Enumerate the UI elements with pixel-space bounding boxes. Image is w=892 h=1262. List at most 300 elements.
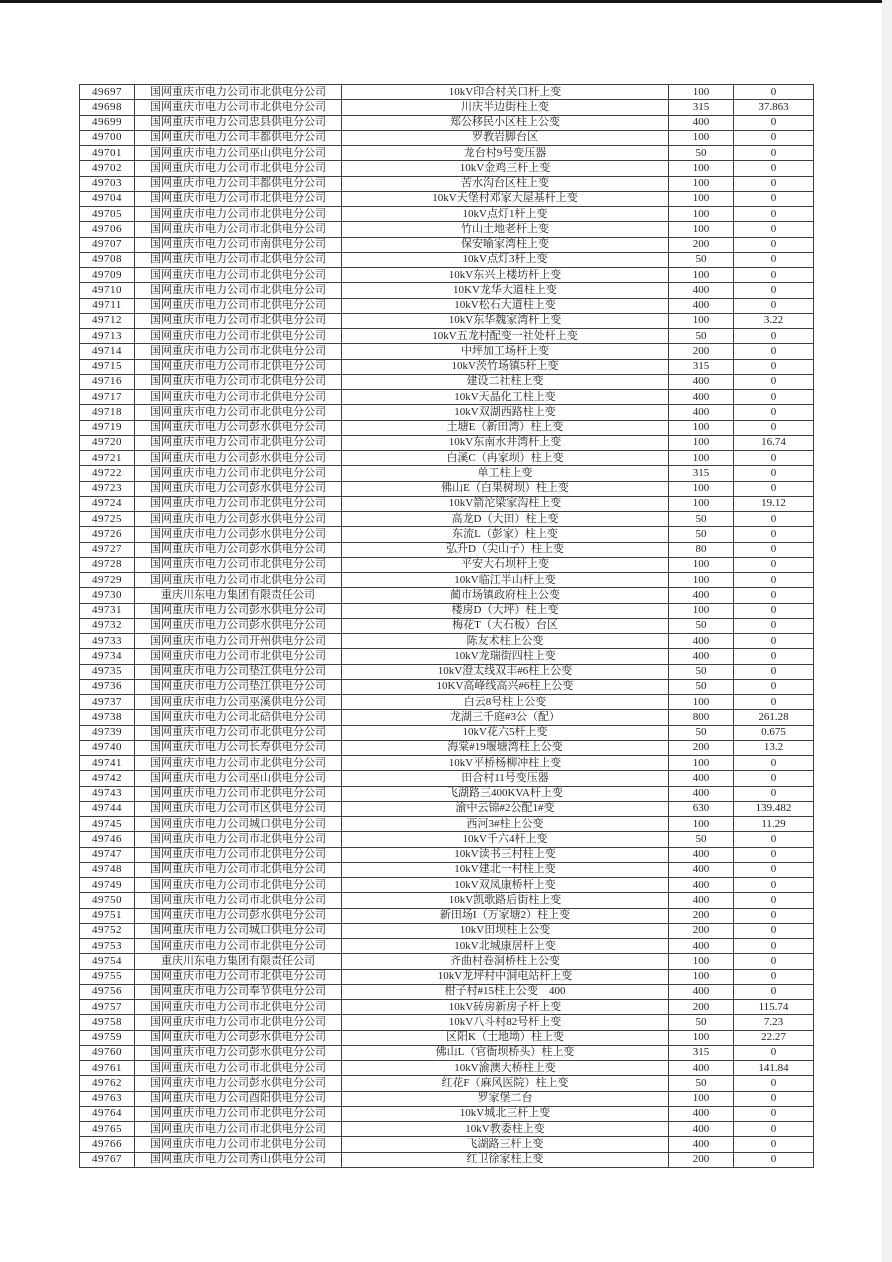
cell-value: 0 <box>734 695 814 710</box>
cell-capacity: 200 <box>669 923 734 938</box>
cell-id: 49711 <box>80 298 135 313</box>
cell-company: 国网重庆市电力公司市北供电分公司 <box>135 1061 342 1076</box>
cell-capacity: 100 <box>669 176 734 191</box>
cell-id: 49710 <box>80 283 135 298</box>
cell-station: 10kV田坝柱上公变 <box>342 923 669 938</box>
cell-station: 10KV龙华大道柱上变 <box>342 283 669 298</box>
cell-capacity: 200 <box>669 1152 734 1168</box>
table-row <box>80 313 814 328</box>
cell-company: 国网重庆市电力公司彭水供电分公司 <box>135 481 342 496</box>
cell-value: 0 <box>734 832 814 847</box>
cell-id: 49739 <box>80 725 135 740</box>
cell-value: 0 <box>734 344 814 359</box>
cell-value: 0 <box>734 512 814 527</box>
cell-value: 0 <box>734 283 814 298</box>
cell-id: 49736 <box>80 679 135 694</box>
cell-company: 国网重庆市电力公司市北供电分公司 <box>135 1122 342 1137</box>
table-row <box>80 969 814 984</box>
cell-company: 国网重庆市电力公司市北供电分公司 <box>135 832 342 847</box>
cell-value: 22.27 <box>734 1030 814 1045</box>
cell-value: 0 <box>734 161 814 176</box>
table-row <box>80 1106 814 1121</box>
cell-company: 国网重庆市电力公司市北供电分公司 <box>135 374 342 389</box>
cell-value: 139.482 <box>734 801 814 816</box>
cell-capacity: 400 <box>669 878 734 893</box>
cell-station: 飞湖路三400KVA杆上变 <box>342 786 669 801</box>
cell-company: 国网重庆市电力公司丰都供电分公司 <box>135 176 342 191</box>
cell-id: 49715 <box>80 359 135 374</box>
cell-id: 49755 <box>80 969 135 984</box>
cell-id: 49703 <box>80 176 135 191</box>
cell-id: 49716 <box>80 374 135 389</box>
cell-value: 0 <box>734 603 814 618</box>
cell-station: 10kV东南水井湾杆上变 <box>342 435 669 450</box>
table-row <box>80 939 814 954</box>
cell-capacity: 100 <box>669 695 734 710</box>
cell-capacity: 315 <box>669 466 734 481</box>
cell-station: 10kV千六4杆上变 <box>342 832 669 847</box>
table-row <box>80 283 814 298</box>
cell-id: 49754 <box>80 954 135 969</box>
cell-value: 0 <box>734 1122 814 1137</box>
cell-company: 国网重庆市电力公司市区供电分公司 <box>135 801 342 816</box>
cell-capacity: 50 <box>669 832 734 847</box>
table-row <box>80 1076 814 1091</box>
cell-value: 0 <box>734 649 814 664</box>
cell-id: 49724 <box>80 496 135 511</box>
cell-id: 49732 <box>80 618 135 633</box>
cell-capacity: 400 <box>669 771 734 786</box>
table-row <box>80 481 814 496</box>
cell-value: 0 <box>734 222 814 237</box>
cell-capacity: 400 <box>669 1122 734 1137</box>
cell-station: 弘升D（尖山子）柱上变 <box>342 542 669 557</box>
table-row <box>80 542 814 557</box>
table-row <box>80 405 814 420</box>
cell-value: 0 <box>734 1076 814 1091</box>
cell-company: 国网重庆市电力公司市北供电分公司 <box>135 252 342 267</box>
cell-company: 国网重庆市电力公司市北供电分公司 <box>135 100 342 115</box>
cell-station: 东流L（彭家）柱上变 <box>342 527 669 542</box>
cell-station: 10kV松石大道柱上变 <box>342 298 669 313</box>
table-row <box>80 557 814 572</box>
cell-company: 国网重庆市电力公司彭水供电分公司 <box>135 603 342 618</box>
cell-capacity: 50 <box>669 725 734 740</box>
cell-value: 0 <box>734 588 814 603</box>
cell-id: 49749 <box>80 878 135 893</box>
table-row <box>80 786 814 801</box>
cell-station: 苦水沟台区柱上变 <box>342 176 669 191</box>
cell-value: 0 <box>734 756 814 771</box>
cell-capacity: 400 <box>669 893 734 908</box>
cell-id: 49762 <box>80 1076 135 1091</box>
cell-station: 区阳K（土地坳）柱上变 <box>342 1030 669 1045</box>
cell-capacity: 100 <box>669 130 734 145</box>
cell-value: 0 <box>734 130 814 145</box>
cell-id: 49698 <box>80 100 135 115</box>
cell-station: 竹山土地老杆上变 <box>342 222 669 237</box>
cell-id: 49707 <box>80 237 135 252</box>
table-row <box>80 740 814 755</box>
cell-capacity: 50 <box>669 527 734 542</box>
cell-capacity: 100 <box>669 222 734 237</box>
cell-company: 国网重庆市电力公司垫江供电分公司 <box>135 679 342 694</box>
cell-value: 0 <box>734 1106 814 1121</box>
cell-capacity: 100 <box>669 756 734 771</box>
cell-station: 新田场I（万家塘2）柱上变 <box>342 908 669 923</box>
cell-capacity: 400 <box>669 374 734 389</box>
table-row <box>80 161 814 176</box>
cell-id: 49697 <box>80 85 135 100</box>
cell-company: 国网重庆市电力公司巫溪供电分公司 <box>135 695 342 710</box>
cell-capacity: 200 <box>669 908 734 923</box>
cell-company: 国网重庆市电力公司北碚供电分公司 <box>135 710 342 725</box>
cell-company: 国网重庆市电力公司市北供电分公司 <box>135 161 342 176</box>
cell-station: 佛山E（白果树坝）柱上变 <box>342 481 669 496</box>
cell-capacity: 100 <box>669 313 734 328</box>
table-row <box>80 908 814 923</box>
cell-capacity: 100 <box>669 969 734 984</box>
cell-company: 国网重庆市电力公司垫江供电分公司 <box>135 664 342 679</box>
cell-capacity: 80 <box>669 542 734 557</box>
cell-value: 0 <box>734 862 814 877</box>
table-row <box>80 329 814 344</box>
cell-capacity: 400 <box>669 283 734 298</box>
cell-capacity: 400 <box>669 984 734 999</box>
table-row <box>80 771 814 786</box>
cell-company: 国网重庆市电力公司长寿供电分公司 <box>135 740 342 755</box>
cell-id: 49704 <box>80 191 135 206</box>
cell-station: 龙台村9号变压器 <box>342 146 669 161</box>
cell-company: 国网重庆市电力公司市北供电分公司 <box>135 756 342 771</box>
cell-value: 0 <box>734 1137 814 1152</box>
cell-value: 13.2 <box>734 740 814 755</box>
cell-capacity: 100 <box>669 161 734 176</box>
cell-capacity: 400 <box>669 1137 734 1152</box>
cell-company: 国网重庆市电力公司丰都供电分公司 <box>135 130 342 145</box>
cell-capacity: 100 <box>669 191 734 206</box>
table-row <box>80 664 814 679</box>
cell-value: 37.863 <box>734 100 814 115</box>
cell-capacity: 100 <box>669 557 734 572</box>
cell-station: 10kV读书三村柱上变 <box>342 847 669 862</box>
cell-id: 49701 <box>80 146 135 161</box>
cell-value: 0 <box>734 923 814 938</box>
cell-company: 国网重庆市电力公司彭水供电分公司 <box>135 1076 342 1091</box>
cell-id: 49735 <box>80 664 135 679</box>
cell-id: 49765 <box>80 1122 135 1137</box>
table-row <box>80 847 814 862</box>
cell-company: 国网重庆市电力公司市北供电分公司 <box>135 847 342 862</box>
cell-company: 国网重庆市电力公司市北供电分公司 <box>135 496 342 511</box>
cell-id: 49719 <box>80 420 135 435</box>
cell-value: 0 <box>734 298 814 313</box>
cell-value: 0 <box>734 664 814 679</box>
cell-id: 49717 <box>80 390 135 405</box>
cell-station: 齐曲村卷洞桥柱上公变 <box>342 954 669 969</box>
cell-value: 0 <box>734 268 814 283</box>
cell-capacity: 400 <box>669 634 734 649</box>
cell-id: 49743 <box>80 786 135 801</box>
cell-id: 49709 <box>80 268 135 283</box>
cell-station: 10kV建北一村柱上变 <box>342 862 669 877</box>
cell-station: 罗教岩脚台区 <box>342 130 669 145</box>
cell-company: 国网重庆市电力公司市北供电分公司 <box>135 969 342 984</box>
cell-capacity: 100 <box>669 435 734 450</box>
cell-value: 0 <box>734 329 814 344</box>
cell-station: 田合村11号变压器 <box>342 771 669 786</box>
cell-company: 国网重庆市电力公司酉阳供电分公司 <box>135 1091 342 1106</box>
cell-company: 国网重庆市电力公司市北供电分公司 <box>135 207 342 222</box>
table-row <box>80 1091 814 1106</box>
cell-id: 49718 <box>80 405 135 420</box>
cell-id: 49747 <box>80 847 135 862</box>
cell-capacity: 100 <box>669 420 734 435</box>
cell-company: 国网重庆市电力公司市北供电分公司 <box>135 862 342 877</box>
cell-company: 国网重庆市电力公司市北供电分公司 <box>135 466 342 481</box>
cell-id: 49756 <box>80 984 135 999</box>
table-row <box>80 984 814 999</box>
table-row <box>80 222 814 237</box>
table-row <box>80 832 814 847</box>
cell-company: 国网重庆市电力公司市北供电分公司 <box>135 222 342 237</box>
cell-capacity: 400 <box>669 588 734 603</box>
cell-capacity: 200 <box>669 1000 734 1015</box>
cell-value: 0 <box>734 146 814 161</box>
cell-capacity: 100 <box>669 496 734 511</box>
cell-value: 261.28 <box>734 710 814 725</box>
cell-company: 国网重庆市电力公司市北供电分公司 <box>135 313 342 328</box>
cell-value: 0 <box>734 679 814 694</box>
cell-id: 49734 <box>80 649 135 664</box>
cell-company: 国网重庆市电力公司彭水供电分公司 <box>135 1030 342 1045</box>
cell-value: 0 <box>734 390 814 405</box>
cell-id: 49726 <box>80 527 135 542</box>
cell-id: 49744 <box>80 801 135 816</box>
cell-station: 罗家堡二台 <box>342 1091 669 1106</box>
cell-station: 10kV东华魏家湾杆上变 <box>342 313 669 328</box>
cell-capacity: 400 <box>669 1106 734 1121</box>
cell-capacity: 50 <box>669 664 734 679</box>
cell-value: 0 <box>734 847 814 862</box>
cell-id: 49742 <box>80 771 135 786</box>
table-row <box>80 1137 814 1152</box>
table-row <box>80 817 814 832</box>
cell-company: 重庆川东电力集团有限责任公司 <box>135 588 342 603</box>
cell-company: 国网重庆市电力公司奉节供电分公司 <box>135 984 342 999</box>
cell-company: 国网重庆市电力公司市北供电分公司 <box>135 359 342 374</box>
cell-id: 49767 <box>80 1152 135 1168</box>
cell-station: 10kV金鸡三杆上变 <box>342 161 669 176</box>
cell-value: 0 <box>734 786 814 801</box>
cell-capacity: 100 <box>669 207 734 222</box>
table-row <box>80 1030 814 1045</box>
table-row <box>80 191 814 206</box>
table-row <box>80 649 814 664</box>
cell-value: 7.23 <box>734 1015 814 1030</box>
cell-value: 0 <box>734 878 814 893</box>
cell-id: 49752 <box>80 923 135 938</box>
cell-station: 10kV东兴上楼坊杆上变 <box>342 268 669 283</box>
cell-station: 10kV八斗村82号杆上变 <box>342 1015 669 1030</box>
cell-id: 49758 <box>80 1015 135 1030</box>
cell-id: 49745 <box>80 817 135 832</box>
cell-capacity: 100 <box>669 573 734 588</box>
table-row <box>80 618 814 633</box>
cell-value: 0.675 <box>734 725 814 740</box>
cell-value: 0 <box>734 85 814 100</box>
cell-capacity: 100 <box>669 268 734 283</box>
cell-station: 10kV砖房新房子杆上变 <box>342 1000 669 1015</box>
cell-capacity: 630 <box>669 801 734 816</box>
cell-company: 国网重庆市电力公司市北供电分公司 <box>135 893 342 908</box>
table-row <box>80 1061 814 1076</box>
table-row <box>80 1015 814 1030</box>
cell-capacity: 50 <box>669 1076 734 1091</box>
cell-company: 国网重庆市电力公司市北供电分公司 <box>135 283 342 298</box>
cell-station: 10kV教委柱上变 <box>342 1122 669 1137</box>
cell-id: 49760 <box>80 1045 135 1060</box>
cell-capacity: 400 <box>669 390 734 405</box>
cell-capacity: 100 <box>669 817 734 832</box>
cell-station: 保安喻家湾柱上变 <box>342 237 669 252</box>
cell-id: 49746 <box>80 832 135 847</box>
table-row <box>80 862 814 877</box>
cell-station: 10kV天堡村邓家大屋基杆上变 <box>342 191 669 206</box>
cell-company: 国网重庆市电力公司市北供电分公司 <box>135 939 342 954</box>
cell-capacity: 200 <box>669 344 734 359</box>
cell-station: 10kV城北三杆上变 <box>342 1106 669 1121</box>
cell-company: 国网重庆市电力公司市北供电分公司 <box>135 298 342 313</box>
cell-company: 国网重庆市电力公司市北供电分公司 <box>135 1106 342 1121</box>
cell-id: 49730 <box>80 588 135 603</box>
cell-station: 平安大石坝杆上变 <box>342 557 669 572</box>
cell-company: 重庆川东电力集团有限责任公司 <box>135 954 342 969</box>
cell-capacity: 50 <box>669 146 734 161</box>
cell-company: 国网重庆市电力公司开州供电分公司 <box>135 634 342 649</box>
cell-capacity: 400 <box>669 115 734 130</box>
cell-capacity: 800 <box>669 710 734 725</box>
power-station-table <box>79 84 814 1168</box>
table-row <box>80 359 814 374</box>
cell-company: 国网重庆市电力公司彭水供电分公司 <box>135 527 342 542</box>
cell-station: 单工柱上变 <box>342 466 669 481</box>
cell-company: 国网重庆市电力公司巫山供电分公司 <box>135 771 342 786</box>
cell-value: 0 <box>734 481 814 496</box>
table-row <box>80 603 814 618</box>
cell-station: 10kV双凤康桥杆上变 <box>342 878 669 893</box>
table-row <box>80 801 814 816</box>
window-top-edge <box>0 0 885 3</box>
table-row <box>80 512 814 527</box>
cell-capacity: 400 <box>669 1061 734 1076</box>
table-row <box>80 130 814 145</box>
cell-company: 国网重庆市电力公司市南供电分公司 <box>135 237 342 252</box>
cell-id: 49748 <box>80 862 135 877</box>
cell-id: 49733 <box>80 634 135 649</box>
cell-station: 红卫徐家柱上变 <box>342 1152 669 1168</box>
cell-id: 49738 <box>80 710 135 725</box>
cell-station: 海棠#19堰塘湾柱上公变 <box>342 740 669 755</box>
cell-company: 国网重庆市电力公司彭水供电分公司 <box>135 542 342 557</box>
cell-capacity: 100 <box>669 1091 734 1106</box>
cell-id: 49761 <box>80 1061 135 1076</box>
table-body <box>80 85 814 1168</box>
cell-value: 0 <box>734 405 814 420</box>
table-row <box>80 85 814 100</box>
table-row <box>80 207 814 222</box>
cell-station: 佛山L（官衙坝桥头）柱上变 <box>342 1045 669 1060</box>
table-row <box>80 1045 814 1060</box>
cell-company: 国网重庆市电力公司市北供电分公司 <box>135 329 342 344</box>
cell-station: 10kV临江半山杆上变 <box>342 573 669 588</box>
cell-station: 10kV龙坪村中洞电站杆上变 <box>342 969 669 984</box>
cell-id: 49725 <box>80 512 135 527</box>
cell-station: 梅花T（大石板）台区 <box>342 618 669 633</box>
table-row <box>80 390 814 405</box>
cell-id: 49759 <box>80 1030 135 1045</box>
table-row <box>80 1000 814 1015</box>
cell-value: 0 <box>734 1152 814 1168</box>
cell-station: 10kV平桥杨柳冲柱上变 <box>342 756 669 771</box>
cell-capacity: 50 <box>669 329 734 344</box>
cell-id: 49750 <box>80 893 135 908</box>
table-row <box>80 527 814 542</box>
cell-value: 0 <box>734 451 814 466</box>
cell-capacity: 315 <box>669 100 734 115</box>
cell-value: 141.84 <box>734 1061 814 1076</box>
cell-id: 49751 <box>80 908 135 923</box>
cell-capacity: 50 <box>669 1015 734 1030</box>
cell-value: 0 <box>734 618 814 633</box>
cell-station: 10kV澄太线双丰#6柱上公变 <box>342 664 669 679</box>
cell-company: 国网重庆市电力公司彭水供电分公司 <box>135 512 342 527</box>
cell-station: 白溪C（冉家坝）柱上变 <box>342 451 669 466</box>
cell-station: 10kV箭沱梁家沟柱上变 <box>342 496 669 511</box>
table-row <box>80 679 814 694</box>
cell-company: 国网重庆市电力公司城口供电分公司 <box>135 817 342 832</box>
cell-station: 陈友术柱上公变 <box>342 634 669 649</box>
cell-station: 10kV点灯3杆上变 <box>342 252 669 267</box>
cell-value: 0 <box>734 359 814 374</box>
cell-station: 10kV花六5杆上变 <box>342 725 669 740</box>
cell-station: 10kV北城康居杆上变 <box>342 939 669 954</box>
cell-company: 国网重庆市电力公司市北供电分公司 <box>135 268 342 283</box>
table-row <box>80 115 814 130</box>
cell-id: 49714 <box>80 344 135 359</box>
cell-station: 10kV茨竹场镇5杆上变 <box>342 359 669 374</box>
table-row <box>80 176 814 191</box>
cell-station: 红花F（麻风医院）柱上变 <box>342 1076 669 1091</box>
cell-value: 0 <box>734 1045 814 1060</box>
cell-station: 建设二社柱上变 <box>342 374 669 389</box>
table-row <box>80 695 814 710</box>
table-row <box>80 954 814 969</box>
cell-id: 49705 <box>80 207 135 222</box>
table-row <box>80 1152 814 1168</box>
cell-capacity: 400 <box>669 847 734 862</box>
cell-value: 0 <box>734 969 814 984</box>
table-row <box>80 1122 814 1137</box>
cell-station: 川庆半边街柱上变 <box>342 100 669 115</box>
cell-company: 国网重庆市电力公司市北供电分公司 <box>135 85 342 100</box>
cell-station: 中坪加工场杆上变 <box>342 344 669 359</box>
cell-id: 49766 <box>80 1137 135 1152</box>
cell-value: 0 <box>734 557 814 572</box>
cell-id: 49722 <box>80 466 135 481</box>
cell-station: 土塘E（新田湾）柱上变 <box>342 420 669 435</box>
cell-value: 0 <box>734 908 814 923</box>
